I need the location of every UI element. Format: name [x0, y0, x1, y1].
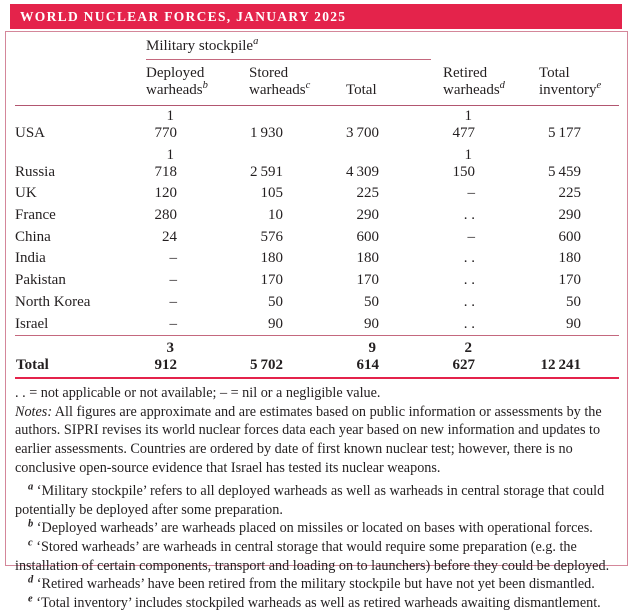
footnote-b: $^b$ ‘Deployed warheads’ are warheads placed on missiles or located on bases with operational forces. — [28, 518, 593, 537]
table-row — [15, 144, 619, 183]
value-cell: 50 — [364, 293, 380, 310]
value-cell: 576 — [260, 228, 283, 245]
value-cell: 4 309 — [346, 163, 380, 180]
footnote-letter-a: a — [28, 481, 34, 493]
value-cell: 1 770 — [154, 108, 177, 141]
footnote-letter-b: b — [28, 518, 34, 530]
notes-section — [15, 379, 619, 612]
country-cell: Pakistan — [15, 272, 66, 289]
value-cell: . . — [463, 272, 476, 289]
country-cell: Israel — [15, 315, 49, 332]
value-cell: 170 — [558, 272, 582, 289]
value-cell: 600 — [558, 228, 582, 245]
footnote-marker-a: a — [253, 36, 259, 47]
notes-label: Notes: — [15, 403, 53, 420]
value-cell: 170 — [260, 272, 283, 289]
value-cell: 90 — [268, 315, 283, 332]
value-cell: 3 700 — [346, 125, 380, 141]
notes-text: All figures are approximate and are estimates based on public information or assessments by the authors. SIPRI revises its world nuclear forces data each year based on new information and updates to earlier assessments. Countries are ordered by date of first known nuclear test; however, there is no conclusive open-source evidence that Israel has tested its nuclear weapons. — [15, 403, 602, 476]
column-header: Total — [346, 60, 443, 106]
notes-paragraph — [15, 403, 619, 477]
column-header: Total inventory$^e$ — [539, 60, 619, 106]
total-value-cell: 5 702 — [249, 335, 346, 378]
legend-line: . . = not applicable or not available; – = nil or a negligible value. — [15, 385, 381, 402]
value-cell: 180 — [558, 250, 582, 267]
value-cell: 1 477 — [452, 108, 476, 141]
value-cell: 90 — [566, 315, 582, 332]
total-value-cell: 2 627 — [443, 335, 539, 378]
footnote-marker-e: e — [596, 80, 602, 91]
footnote-a: $^a$ ‘Military stockpile’ refers to all deployed warheads as well as warheads in central storage that could potentially be deployed after some preparation. — [15, 481, 605, 518]
value-cell: 10 — [268, 207, 283, 224]
nuclear-forces-table — [15, 36, 619, 379]
value-cell: 180 — [260, 250, 283, 267]
country-cell: UK — [15, 185, 37, 202]
total-value-cell: 9 614 — [346, 335, 443, 378]
footnote-marker-b: b — [202, 80, 208, 91]
country-cell: USA — [15, 125, 46, 141]
footnote-letter-c: c — [28, 537, 33, 549]
column-header: Stored warheads$^c$ — [249, 60, 346, 106]
country-cell: France — [15, 207, 56, 224]
column-header: Deployed warheads$^b$ — [146, 60, 249, 106]
country-column-header — [15, 60, 146, 106]
table-row — [15, 105, 619, 144]
table-body — [15, 105, 619, 335]
table-row — [15, 291, 619, 313]
column-header-row — [15, 60, 619, 106]
total-label-cell: Total — [15, 335, 146, 378]
value-cell: 5 177 — [548, 125, 582, 141]
total-value-cell: 3 912 — [146, 335, 249, 378]
table-row — [15, 313, 619, 335]
group-header-row — [15, 36, 619, 60]
footnote-marker-c: c — [305, 80, 311, 91]
value-cell: 290 — [356, 207, 380, 224]
value-cell: 1 150 — [452, 146, 476, 180]
value-cell: 2 591 — [249, 163, 283, 180]
value-cell: . . — [463, 293, 476, 310]
footnote-marker-d: d — [499, 80, 505, 91]
group-header-label: Military stockpile$^a$ — [146, 38, 431, 60]
value-cell: – — [169, 250, 177, 267]
column-header: Retired warheads$^d$ — [443, 60, 539, 106]
table-row — [15, 270, 619, 292]
country-cell: Russia — [15, 163, 56, 180]
value-cell: 1 930 — [249, 125, 283, 141]
group-header-cell — [146, 36, 443, 60]
value-cell: 180 — [356, 250, 380, 267]
table-row — [15, 205, 619, 227]
total-row — [15, 335, 619, 378]
footnote-letter-d: d — [28, 574, 34, 586]
table-row — [15, 248, 619, 270]
value-cell: 280 — [154, 207, 177, 224]
value-cell: 5 459 — [548, 163, 582, 180]
value-cell: 290 — [558, 207, 582, 224]
value-cell: . . — [463, 315, 476, 332]
value-cell: 225 — [558, 185, 582, 202]
value-cell: – — [467, 185, 476, 202]
value-cell: 90 — [364, 315, 380, 332]
value-cell: 170 — [356, 272, 380, 289]
value-cell: 24 — [162, 228, 177, 245]
value-cell: . . — [463, 207, 476, 224]
footnote-letter-e: e — [28, 592, 33, 604]
value-cell: – — [169, 293, 177, 310]
value-cell: 225 — [356, 185, 380, 202]
value-cell: 105 — [260, 185, 283, 202]
total-value-cell: 12 241 — [539, 335, 619, 378]
table-title-bar — [10, 4, 622, 29]
group-header-spacer — [443, 36, 539, 60]
country-cell: China — [15, 228, 51, 245]
value-cell: 50 — [566, 293, 582, 310]
country-cell: India — [15, 250, 46, 267]
value-cell: 1 718 — [154, 146, 177, 180]
table-frame — [5, 31, 628, 611]
group-header-spacer — [15, 36, 146, 60]
value-cell: 600 — [356, 228, 380, 245]
footnote-e: $^e$ ‘Total inventory’ includes stockpiled warheads as well as retired warheads awaiting dismantlement. — [28, 592, 601, 611]
table-row — [15, 183, 619, 205]
page-title: WORLD NUCLEAR FORCES, JANUARY 2025 — [20, 8, 347, 24]
table-row — [15, 226, 619, 248]
country-cell: North Korea — [15, 293, 91, 310]
value-cell: . . — [463, 250, 476, 267]
value-cell: – — [467, 228, 476, 245]
footnote-d: $^d$ ‘Retired warheads’ have been retired from the military stockpile but have not yet been dismantled. — [28, 574, 595, 593]
group-header-spacer — [539, 36, 619, 60]
footnote-c: $^c$ ‘Stored warheads’ are warheads in central storage that would require some preparation (e.g. the installation of certain components, transport and loading on to launchers) before they could be deployed. — [15, 537, 610, 574]
value-cell: 120 — [154, 185, 177, 202]
value-cell: 50 — [268, 293, 283, 310]
value-cell: – — [169, 315, 177, 332]
value-cell: – — [169, 272, 177, 289]
